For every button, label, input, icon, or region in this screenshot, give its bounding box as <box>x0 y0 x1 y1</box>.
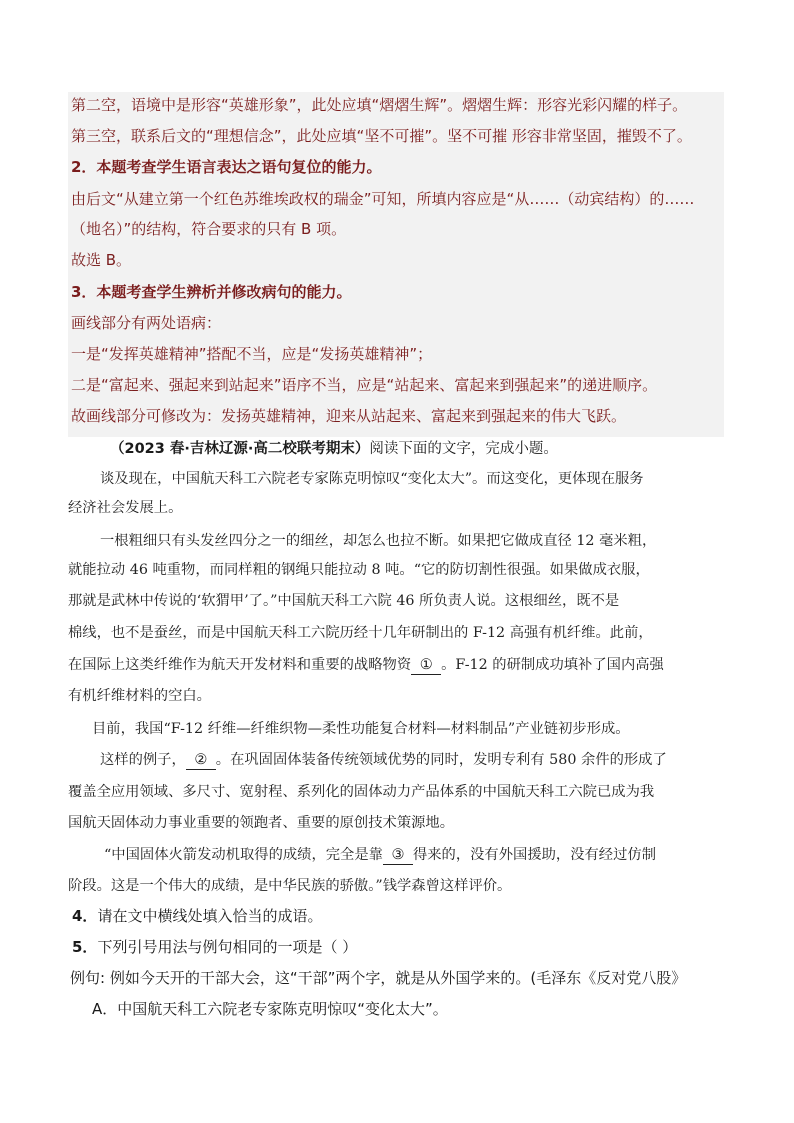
question-4 <box>72 904 322 928</box>
passage-line: 谈及现在，中国航天科工六院老专家陈克明惊叹“变化太大”。而这变化，更体现在服务 <box>100 471 644 487</box>
source-tag: （2023 春·吉林辽源·高二校联考期末） <box>110 441 370 457</box>
blank-1: ① <box>411 656 441 675</box>
answer-line: 第三空，联系后文的“理想信念”，此处应填“坚不可摧”。坚不可摧 形容非常坚固，摧毁不了。 <box>71 127 692 145</box>
passage-line: 目前，我国“F-12 纤维—纤维织物—柔性功能复合材料—材料制品”产业链初步形成。 <box>92 721 630 737</box>
source-line <box>110 438 558 460</box>
answer-line: 故画线部分可修改为：发扬英雄精神，迎来从站起来、富起来到强起来的伟大飞跃。 <box>71 407 627 425</box>
answer-heading: 3．本题考查学生辨析并修改病句的能力。 <box>71 283 352 301</box>
blank-3: ③ <box>383 846 413 865</box>
passage-line <box>104 841 656 870</box>
question-number: 5． <box>72 938 98 956</box>
answer-line: 第二空，语境中是形容“英雄形象”，此处应填“熠熠生辉”。熠熠生辉：形容光彩闪耀的样子。 <box>71 96 688 114</box>
option-label: A． <box>92 1000 118 1018</box>
option-text: 中国航天科工六院老专家陈克明惊叹“变化太大”。 <box>117 1000 448 1018</box>
answer-line: 故选 B。 <box>71 251 132 269</box>
question-text: 下列引号用法与例句相同的一项是（ ） <box>97 938 358 956</box>
passage-line: 那就是武林中传说的‘软猬甲’了。”中国航天科工六院 46 所负责人说。这根细丝，既不是 <box>68 593 620 609</box>
source-instruction: 阅读下面的文字，完成小题。 <box>369 441 558 457</box>
passage-line: 一根粗细只有头发丝四分之一的细丝，却怎么也拉不断。如果把它做成直径 12 毫米粗， <box>100 533 657 549</box>
passage-line <box>68 651 664 680</box>
question-number: 4． <box>72 907 98 925</box>
passage-line <box>100 746 667 775</box>
passage-line: 经济社会发展上。 <box>68 500 183 516</box>
passage-text: 得来的，没有外国援助，没有经过仿制 <box>412 847 656 863</box>
passage-text: 这样的例子， <box>100 752 186 768</box>
answer-line: 一是“发挥英雄精神”搭配不当，应是“发扬英雄精神”； <box>71 345 433 363</box>
passage-line: 阶段。这是一个伟大的成绩，是中华民族的骄傲。”钱学森曾这样评价。 <box>68 878 512 894</box>
question-5 <box>72 935 357 959</box>
passage-line: 就能拉动 46 吨重物，而同样粗的钢绳只能拉动 8 吨。“它的防切割性很强。如果做成衣服， <box>68 562 650 578</box>
answer-explanation-block <box>68 92 724 437</box>
passage-line: 国航天固体动力事业重要的领跑者、重要的原创技术策源地。 <box>68 815 455 831</box>
answer-heading: 2．本题考查学生语言表达之语句复位的能力。 <box>71 158 382 176</box>
passage-line: 覆盖全应用领域、多尺寸、宽射程、系列化的固体动力产品体系的中国航天科工六院已成为我 <box>68 784 655 800</box>
passage-text: 。F-12 的研制成功填补了国内高强 <box>441 657 664 673</box>
passage-line: 棉线，也不是蚕丝，而是中国航天科工六院历经十几年研制出的 F-12 高强有机纤维。此前， <box>68 625 653 641</box>
answer-line: 由后文“从建立第一个红色苏维埃政权的瑞金”可知，所填内容应是“从……（动宾结构）的…… <box>71 190 695 208</box>
answer-line: （地名）”的结构，符合要求的只有 B 项。 <box>71 220 347 238</box>
option-a <box>92 997 448 1021</box>
example-sentence: 例句: 例如今天开的干部大会，这“干部”两个字，就是从外国学来的。(毛泽东《反对党八股》 <box>70 969 687 987</box>
blank-2: ② <box>186 751 216 770</box>
question-text: 请在文中横线处填入恰当的成语。 <box>97 907 323 925</box>
passage-text: 。在巩固固体装备传统领域优势的同时，发明专利有 580 余件的形成了 <box>215 752 667 768</box>
passage-text: 在国际上这类纤维作为航天开发材料和重要的战略物资 <box>68 657 412 673</box>
answer-line: 二是“富起来、强起来到站起来”语序不当，应是“站起来、富起来到强起来”的递进顺序。 <box>71 376 658 394</box>
answer-line: 画线部分有两处语病： <box>71 314 222 332</box>
passage-line: 有机纤维材料的空白。 <box>68 688 211 704</box>
passage-text: “中国固体火箭发动机取得的成绩，完全是靠 <box>104 847 383 863</box>
